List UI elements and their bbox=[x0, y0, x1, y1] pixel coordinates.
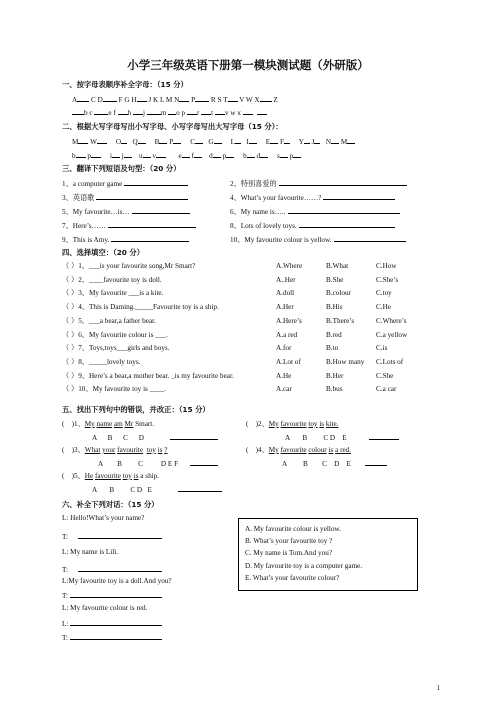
dialog-line-8: L: bbox=[62, 618, 162, 629]
dialog-line-5: L:My favourite toy is a doll.And you? bbox=[62, 577, 172, 585]
answer-bracket[interactable]: （ ） bbox=[62, 289, 79, 298]
dialog-line-9: T: bbox=[62, 632, 162, 643]
dialog-option-b: B. What’s your favourite toy ? bbox=[245, 537, 333, 546]
translate-item-1: 1、a computer game bbox=[62, 178, 188, 189]
choice-option-c: C.is bbox=[376, 344, 388, 353]
error-item-5-letters: A B C D E bbox=[92, 484, 222, 495]
translate-item-2: 2、特别喜爱的 bbox=[230, 178, 407, 189]
choice-option-a: A.Here’s bbox=[276, 316, 302, 325]
alphabet-upper-row: A C D F G H J K L M N P R S T V W X Z bbox=[72, 96, 278, 104]
choice-question bbox=[62, 372, 234, 381]
section-4-heading: 四、选择填空：（20 分） bbox=[62, 248, 145, 257]
section-3-heading: 三、翻译下列短语及句型：（20 分） bbox=[62, 164, 181, 173]
answer-bracket[interactable]: （ ） bbox=[62, 330, 79, 339]
choice-option-a: A.a red bbox=[276, 330, 298, 339]
page-title: 小学三年级英语下册第一模块测试题（外研版） bbox=[127, 58, 369, 72]
error-item-4-letters: A B C D E bbox=[282, 458, 387, 469]
choice-question bbox=[62, 385, 166, 394]
translate-item-4: 4、What’s your favourite……? bbox=[230, 192, 395, 203]
section-6-heading: 六、补全下列对话：（15 分） bbox=[62, 500, 159, 509]
choice-question bbox=[62, 276, 162, 285]
question-text: 9、Here’s a bear,a mother bear. _is my favourite bear. bbox=[78, 371, 234, 380]
choice-option-a: A.Her bbox=[276, 303, 294, 312]
question-text: 8、_____lovely toys. bbox=[78, 357, 141, 366]
question-text: 2、____favourite toy is doll. bbox=[78, 275, 162, 284]
choice-option-b: B.Her bbox=[326, 371, 344, 380]
case-row-2: b p i j u v e f d p b d s p bbox=[72, 150, 301, 161]
choice-option-a: A..Her bbox=[276, 275, 296, 284]
choice-option-a: A.car bbox=[276, 385, 292, 394]
section-2-heading: 二、根据大写字母写出小写字母、小写字母写出大写字母（15 分）： bbox=[62, 122, 283, 131]
translate-item-3: 3、英语歌 bbox=[62, 192, 188, 203]
question-text: 1、___is your favourite song,Mr Smart? bbox=[78, 262, 196, 270]
answer-bracket[interactable]: （ ） bbox=[62, 357, 79, 366]
choice-option-b: B.She bbox=[326, 275, 344, 284]
translate-item-9: 9、This is Amy. bbox=[62, 234, 189, 245]
page-number: 1 bbox=[436, 684, 440, 692]
dialog-option-d: D. My favourite toy is a computer game. bbox=[245, 561, 363, 570]
choice-question bbox=[62, 331, 168, 340]
answer-bracket[interactable]: （ ） bbox=[62, 344, 79, 353]
choice-option-b: B.How many bbox=[326, 357, 365, 366]
section-1-heading: 一、按字母表顺序补全字母：（15 分） bbox=[62, 80, 188, 89]
choice-option-c: C.Where’s bbox=[376, 316, 407, 325]
translate-item-7: 7、Here’s…… bbox=[62, 220, 196, 231]
choice-option-b: B.colour bbox=[326, 289, 351, 298]
choice-option-c: C.a car bbox=[376, 385, 397, 394]
error-item-2: ( )2、My favourite toy is kite. bbox=[246, 420, 339, 428]
choice-option-b: B.What bbox=[326, 262, 349, 270]
error-item-5: ( )5、He favourite toy is a ship. bbox=[62, 472, 160, 480]
answer-bracket[interactable]: （ ） bbox=[62, 371, 79, 380]
choice-option-a: A.He bbox=[276, 371, 292, 380]
choice-option-a: A.Lot of bbox=[276, 357, 301, 366]
choice-question bbox=[62, 317, 156, 326]
dialog-option-a: A. My favourite colour is yellow. bbox=[245, 525, 341, 533]
choice-question bbox=[62, 344, 170, 353]
dialog-option-e: E. What’s your favourite colour? bbox=[245, 573, 340, 582]
translate-item-10: 10、My favourite colour is yellow. bbox=[230, 234, 406, 245]
answer-bracket[interactable]: （ ） bbox=[62, 385, 79, 394]
choice-option-a: A.for bbox=[276, 344, 292, 353]
error-item-3: ( )3、What your favourite toy is ? bbox=[62, 446, 168, 454]
case-row-1: M W O Q B P C G L I E F Y J N M bbox=[72, 136, 355, 147]
dialog-line-3: L: My name is Lili. bbox=[62, 548, 119, 556]
dialog-options-box bbox=[238, 518, 418, 591]
choice-question bbox=[62, 303, 219, 312]
error-item-3-letters: A B C D E F bbox=[98, 458, 218, 469]
dialog-line-7: L: My favourite colour is red. bbox=[62, 604, 148, 612]
section-5-heading: 五、找出下列句中的错误，并改正：（15 分） bbox=[62, 405, 210, 414]
choice-option-a: A.doll bbox=[276, 289, 295, 298]
choice-question bbox=[62, 289, 163, 298]
question-text: 10、My favourite toy is ____. bbox=[78, 385, 166, 394]
answer-bracket[interactable]: （ ） bbox=[62, 303, 79, 312]
dialog-line-2: T: bbox=[62, 531, 162, 542]
question-text: 6、My favourite colour is ___. bbox=[78, 330, 168, 339]
answer-bracket[interactable]: （ ） bbox=[62, 262, 79, 270]
answer-bracket[interactable]: （ ） bbox=[62, 275, 79, 284]
translate-item-5: 5、My favourite…is… bbox=[62, 206, 190, 217]
choice-option-c: C.She bbox=[376, 371, 394, 380]
answer-bracket[interactable]: （ ） bbox=[62, 316, 79, 325]
translate-item-8: 8、Lots of lovely toys. bbox=[230, 220, 395, 231]
choice-question bbox=[62, 358, 140, 367]
choice-option-c: C.toy bbox=[376, 289, 392, 298]
question-text: 7、Toys,toys___girls and boys. bbox=[78, 344, 170, 353]
choice-option-b: B.to bbox=[326, 344, 339, 353]
choice-option-b: B.There’s bbox=[326, 316, 355, 325]
choice-option-b: B.red bbox=[326, 330, 342, 339]
error-item-1-letters: A B C D bbox=[92, 432, 218, 443]
error-item-4: ( )4、My favourite colour is a red. bbox=[246, 446, 352, 454]
choice-option-c: C.How bbox=[376, 262, 397, 270]
choice-option-a: A.Where bbox=[276, 262, 303, 270]
question-text: 4、This is Daming._____Favourite toy is a ship. bbox=[78, 303, 219, 312]
choice-option-c: C.Lots of bbox=[376, 357, 404, 366]
dialog-line-4: T: bbox=[62, 564, 162, 575]
dialog-option-c: C. My name is Tom.And you? bbox=[245, 549, 333, 558]
question-text: 3、My favourite ___is a kite. bbox=[78, 289, 164, 298]
choice-option-b: B.His bbox=[326, 303, 343, 312]
choice-option-c: C.She’s bbox=[376, 275, 399, 284]
choice-option-c: C.He bbox=[376, 303, 391, 312]
dialog-line-6: T: bbox=[62, 590, 162, 601]
alphabet-lower-row: b c e f h j m o p r t v w x bbox=[72, 107, 267, 118]
choice-option-b: B.bus bbox=[326, 385, 343, 394]
translate-item-6: 6、My name is….. bbox=[230, 206, 400, 217]
error-item-1: ( )1、My name am Mr Smart. bbox=[62, 420, 155, 428]
error-item-2-letters: A B C D E bbox=[285, 432, 399, 443]
question-text: 5、___a bear,a father bear. bbox=[78, 316, 156, 325]
choice-option-c: C.a yellow bbox=[376, 330, 408, 339]
choice-question bbox=[62, 262, 195, 271]
dialog-line-1: L: Hello!What’s your name? bbox=[62, 514, 145, 522]
